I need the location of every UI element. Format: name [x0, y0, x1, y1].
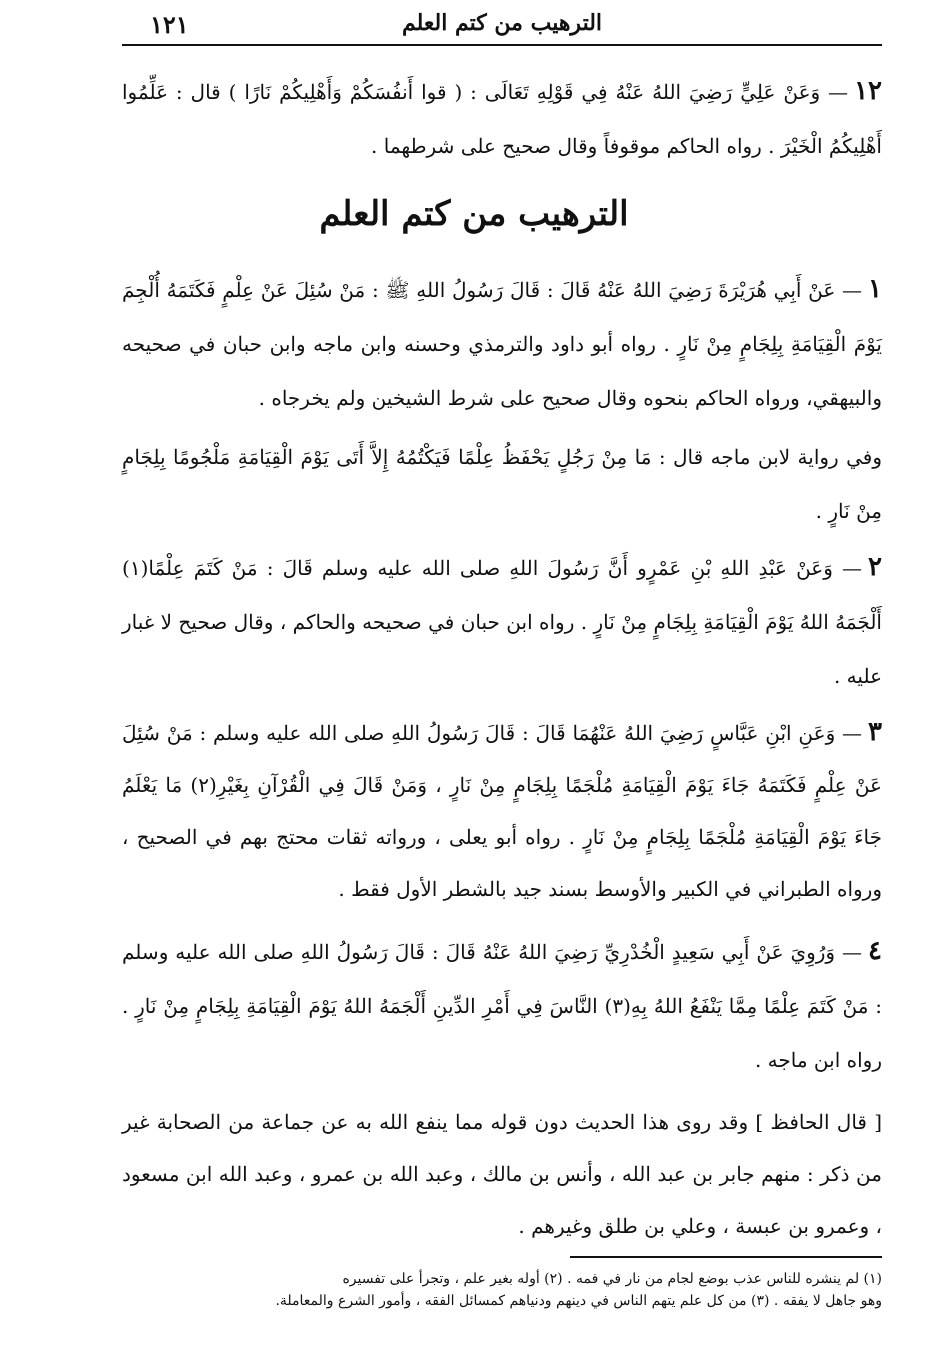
intro-text: — وَعَنْ عَلِيٍّ رَضِيَ اللهُ عَنْهُ فِي قَوْلِهِ تَعَالَى : ( قوا أَنفُسَكُمْ وَأَهْلِيكُمْ نَارًا ) قال : عَلِّمُوا أَهْلِيكُمُ الْخَيْرَ . رواه الحاكم موقوفاً وقال صحيح على شرطهما .: [122, 80, 882, 158]
hadith-number: ٢: [868, 552, 882, 582]
hadith-text: — وَعَنْ عَبْدِ اللهِ بْنِ عَمْرٍو أَنَّ رَسُولَ اللهِ صلى الله عليه وسلم قَالَ : مَنْ كَتَمَ عِلْمًا(١) أَلْجَمَهُ اللهُ يَوْمَ الْقِيَامَةِ بِلِجَامٍ مِنْ نَارٍ . رواه ابن حبان في صحيحه والحاكم ، وقال صحيح لا غبار عليه .: [122, 556, 882, 688]
hadith-number: ٤: [868, 936, 882, 966]
hadith-text: — عَنْ أَبِي هُرَيْرَةَ رَضِيَ اللهُ عَنْهُ قَالَ : قَالَ رَسُولُ اللهِ ﷺ : مَنْ سُئِلَ عَنْ عِلْمٍ فَكَتَمَهُ أُلْجِمَ يَوْمَ الْقِيَامَةِ بِلِجَامٍ مِنْ نَارٍ . رواه أبو داود والترمذي وحسنه وابن ماجه وابن حبان في صحيحه والبيهقي، ورواه الحاكم بنحوه وقال صحيح على شرط الشيخين ولم يخرجاه .: [122, 278, 882, 410]
running-title: الترهيب من كتم العلم: [401, 10, 603, 36]
footnote-line: وهو جاهل لا يفقه . (٣) من كل علم يتهم الناس في دينهم ودنياهم كمسائل الفقه ، وأمور الشرع والمعاملة.: [275, 1293, 882, 1309]
hadith-1: [122, 262, 882, 425]
footnote-divider: [570, 1256, 882, 1258]
hadith-2: [122, 540, 882, 703]
hafiz-note: [ قال الحافظ ] وقد روى هذا الحديث دون قوله مما ينفع الله به عن جماعة من الصحابة غير من ذكر : منهم جابر بن عبد الله ، وأنس بن مالك ، وعبد الله بن عمرو ، وعبد الله ابن مسعود ، وعمرو بن عبسة ، وعلي بن طلق وغيرهم .: [122, 1110, 882, 1238]
intro-paragraph: [122, 64, 882, 173]
intro-number: ١٢: [854, 76, 882, 106]
hadith-number: ١: [868, 274, 882, 304]
hadith-text: — وَعَنِ ابْنِ عَبَّاسٍ رَضِيَ اللهُ عَنْهُمَا قَالَ : قَالَ رَسُولُ اللهِ صلى الله عليه وسلم : مَنْ سُئِلَ عَنْ عِلْمٍ فَكَتَمَهُ جَاءَ يَوْمَ الْقِيَامَةِ مُلْجَمًا بِلِجَامٍ مِنْ نَارٍ ، وَمَنْ قَالَ فِي الْقُرْآنِ بِغَيْرِ(٢) مَا يَعْلَمُ جَاءَ يَوْمَ الْقِيَامَةِ مُلْجَمًا بِلِجَامٍ مِنْ نَارٍ . رواه أبو يعلى ، ورواته ثقات محتج بهم في الصحيح ، ورواه الطبراني في الكبير والأوسط بسند جيد بالشطر الأول فقط .: [122, 721, 882, 901]
hadith-4: [122, 924, 882, 1087]
hadith-3: [122, 706, 882, 915]
footnotes: [80, 1268, 882, 1312]
page-number: ١٢١: [150, 10, 189, 39]
footnote-line: (١) لم ينشره للناس عذب بوضع لجام من نار في فمه . (٢) أوله بغير علم ، وتجرأ على تفسيره: [342, 1271, 882, 1287]
hadith-text: وفي رواية لابن ماجه قال : مَا مِنْ رَجُلٍ يَحْفَظُ عِلْمًا فَيَكْتُمُهُ إِلاَّ أَتَى يَوْمَ الْقِيَامَةِ مَلْجُومًا بِلِجَامٍ مِنْ نَارٍ .: [122, 445, 882, 523]
section-title: الترهيب من كتم العلم: [319, 194, 629, 234]
page-header: [122, 6, 882, 46]
hadith-1-variant: [122, 430, 882, 538]
hadith-text: — وَرُوِيَ عَنْ أَبِي سَعِيدٍ الْخُدْرِيِّ رَضِيَ اللهُ عَنْهُ قَالَ : قَالَ رَسُولُ اللهِ صلى الله عليه وسلم : مَنْ كَتَمَ عِلْمًا مِمَّا يَنْفَعُ اللهُ بِهِ(٣) النَّاسَ فِي أَمْرِ الدِّينِ أَلْجَمَهُ اللهُ يَوْمَ الْقِيَامَةِ بِلِجَامٍ مِنْ نَارٍ . رواه ابن ماجه .: [122, 940, 882, 1072]
hadith-number: ٣: [868, 717, 882, 747]
